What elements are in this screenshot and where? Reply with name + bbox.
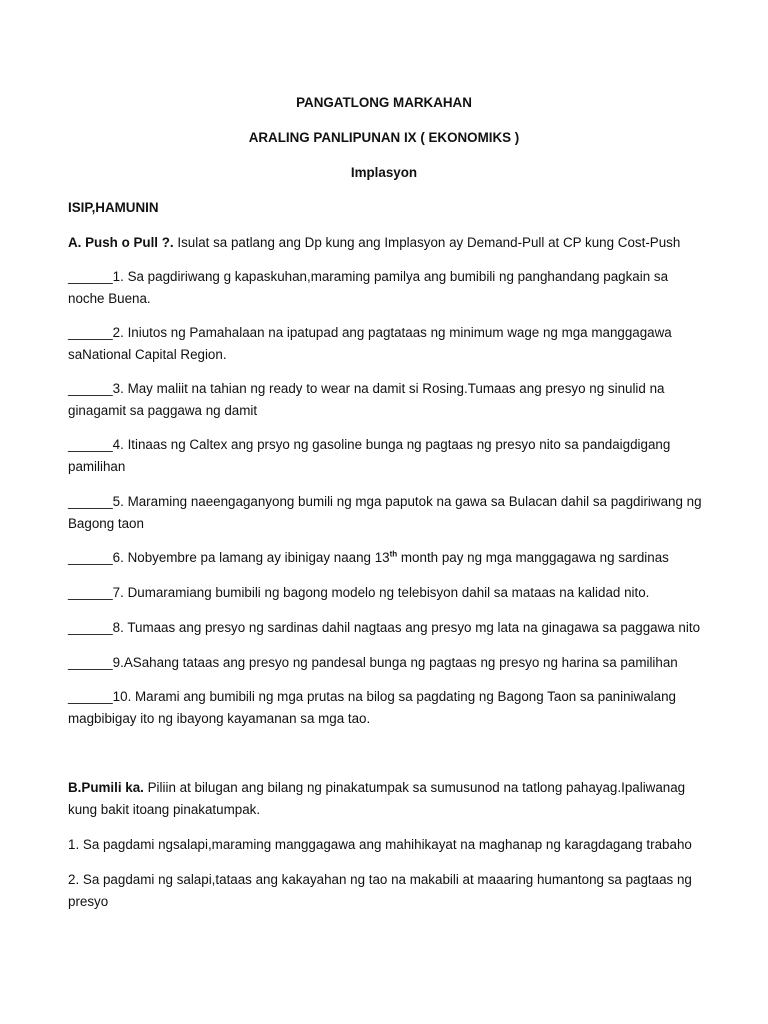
question-item: ______4. Itinaas ng Caltex ang prsyo ng gasoline bunga ng pagtaas ng presyo nito sa pandaigdigang pamilihan: [68, 437, 671, 474]
header-subject: ARALING PANLIPUNAN IX ( EKONOMIKS ): [248, 130, 520, 145]
part-b-instruction-text: Piliin at bilugan ang bilang ng pinakatumpak sa sumusunod na tatlong pahayag.Ipaliwanag kung bakit itoang pinakatumpak.: [68, 780, 686, 817]
part-a-instruction: [68, 232, 708, 254]
question-item: ______7. Dumaramiang bumibili ng bagong modelo ng telebisyon dahil sa mataas na kalidad nito.: [68, 585, 650, 600]
statement-item: 2. Sa pagdami ng salapi,tataas ang kakayahan ng tao na makabili at maaaring humantong sa pagtaas ng presyo: [68, 872, 692, 909]
question-item: ______3. May maliit na tahian ng ready to wear na damit si Rosing.Tumaas ang presyo ng sinulid na ginagamit sa paggawa ng damit: [68, 381, 665, 418]
question-item: ______9.ASahang tataas ang presyo ng pandesal bunga ng pagtaas ng presyo ng harina sa pamilihan: [68, 655, 678, 670]
part-a-instruction-text: Isulat sa patlang ang Dp kung ang Implasyon ay Demand-Pull at CP kung Cost-Push: [173, 235, 681, 250]
question-item: ______10. Marami ang bumibili ng mga prutas na bilog sa pagdating ng Bagong Taon sa paniniwalang magbibigay ito ng ibayong kayamanan sa mga tao.: [68, 689, 676, 726]
question-item: [68, 547, 708, 569]
header-topic: Implasyon: [350, 165, 418, 180]
statement-item: 1. Sa pagdami ngsalapi,maraming manggagawa ang mahihikayat na maghanap ng karagdagang trabaho: [68, 837, 692, 852]
question-item-6-rest: month pay ng mga manggagawa ng sardinas: [397, 550, 669, 565]
part-b-instruction: [68, 777, 708, 821]
header-quarter: PANGATLONG MARKAHAN: [296, 95, 472, 110]
question-item: ______2. Iniutos ng Pamahalaan na ipatupad ang pagtataas ng minimum wage ng mga manggagawa saNational Capital Region.: [68, 325, 672, 362]
ordinal-superscript: th: [389, 549, 398, 559]
part-b-label: B.Pumili ka.: [68, 780, 144, 795]
part-a-label: A. Push o Pull ?.: [68, 235, 174, 250]
question-item-6-text: ______6. Nobyembre pa lamang ay ibinigay naang 13: [68, 550, 390, 565]
section-heading: ISIP,HAMUNIN: [68, 200, 159, 215]
question-item: ______5. Maraming naeengaganyong bumili ng mga paputok na gawa sa Bulacan dahil sa pagdiriwang ng Bagong taon: [68, 494, 702, 531]
question-item: ______8. Tumaas ang presyo ng sardinas dahil nagtaas ang presyo mg lata na ginagawa sa paggawa nito: [68, 620, 701, 635]
question-item: ______1. Sa pagdiriwang g kapaskuhan,maraming pamilya ang bumibili ng panghandang pagkain sa noche Buena.: [68, 269, 669, 306]
